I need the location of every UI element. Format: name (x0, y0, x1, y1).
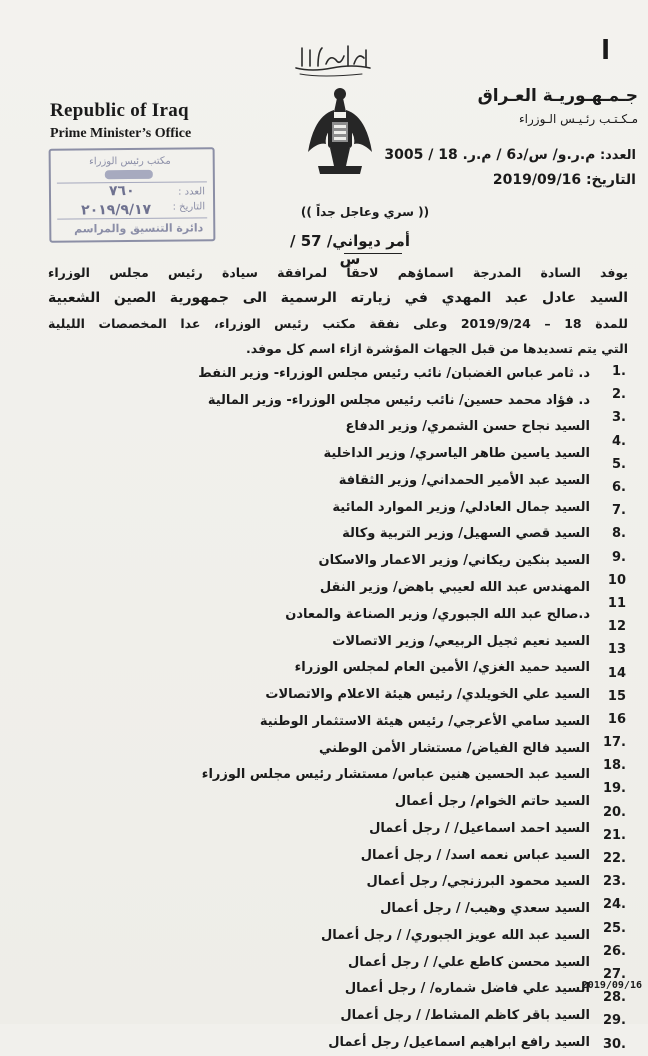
delegation-list (30, 360, 590, 1056)
list-number: 13 (607, 642, 626, 658)
list-item (30, 869, 590, 896)
order-title: أمر ديواني/ 57 / س (290, 232, 410, 268)
list-number: 16 (607, 711, 626, 727)
list-item (30, 788, 590, 815)
classification-label: (( سري وعاجل جداً )) (300, 205, 430, 219)
stamp-date-label: التاريخ : (172, 201, 206, 213)
body-line-3: للمدة 18 – 2019/9/24 وعلى نفقة مكتب رئيس الوزراء، عدا المخصصات الليلية (48, 316, 628, 331)
republic-title-ar: جـمـهـوريـة العـراق (477, 86, 638, 106)
list-item (30, 387, 590, 414)
member-text: السيد بنكين ريكاني/ وزير الاعمار والاسكان (318, 553, 590, 569)
body-line-2: السيد عادل عبد المهدي في زيارته الرسمية الى جمهورية الصين الشعبية (48, 290, 628, 306)
member-text: السيد باقر كاظم المشاط/ / رجل أعمال (340, 1008, 590, 1024)
member-text: السيد فالح الفياض/ مستشار الأمن الوطني (318, 740, 590, 756)
list-number: 26. (602, 943, 626, 959)
member-text: السيد رافع ابراهيم اسماعيل/ رجل أعمال (328, 1035, 590, 1051)
list-item (30, 949, 590, 976)
member-text: السيد محمود البرزنجي/ رجل أعمال (366, 874, 590, 890)
member-text: السيد ياسين طاهر الياسري/ وزير الداخلية (323, 446, 590, 462)
list-item (30, 521, 590, 548)
list-number: 22. (602, 851, 626, 867)
list-item (30, 976, 590, 1003)
member-text: د. فؤاد محمد حسين/ نائب رئيس مجلس الوزراء- وزير المالية (207, 392, 590, 408)
list-item (30, 360, 590, 387)
list-number: 20. (602, 804, 626, 820)
stamp-number: ٧٦٠ (108, 182, 135, 200)
list-number: 18. (602, 758, 626, 774)
list-number: 9. (612, 549, 626, 565)
member-text: السيد سامي الأعرجي/ رئيس هيئة الاستثمار الوطنية (259, 713, 590, 729)
member-text: السيد علي الخويلدي/ رئيس هيئة الاعلام والاتصالات (265, 687, 590, 703)
list-item (30, 761, 590, 788)
member-text: السيد حاتم الخوام/ رجل أعمال (394, 794, 590, 810)
list-item (30, 815, 590, 842)
member-text: السيد عبد الله عويز الجبوري/ / رجل أعمال (320, 927, 590, 943)
list-item (30, 1029, 590, 1056)
member-text: د.صالح عبد الله الجبوري/ وزير الصناعة والمعادن (285, 606, 590, 622)
member-text: السيد نجاح حسن الشمري/ وزير الدفاع (345, 419, 590, 435)
office-subtitle-en: Prime Minister’s Office (50, 126, 192, 141)
list-number: 19. (602, 781, 626, 797)
list-number: 10 (607, 572, 626, 588)
list-number: 3. (612, 410, 626, 426)
corner-mark: ا (601, 36, 610, 66)
member-text: السيد محسن كاطع علي/ / رجل أعمال (348, 954, 590, 970)
date-line (436, 172, 636, 188)
stamp-department: دائرة التنسيق والمراسم (74, 221, 204, 236)
list-number: 7. (612, 503, 626, 519)
stamp-date: ٢٠١٩/٩/١٧ (81, 201, 152, 219)
list-item (30, 574, 590, 601)
list-number: 8. (612, 526, 626, 542)
republic-title-en: Republic of Iraq (50, 100, 189, 121)
office-stamp (49, 147, 216, 242)
list-item (30, 1002, 590, 1029)
list-number: 4. (612, 433, 626, 449)
list-number: 25. (602, 920, 626, 936)
list-item (30, 414, 590, 441)
list-number: 24. (602, 897, 626, 913)
list-item (30, 842, 590, 869)
list-number: 21. (602, 827, 626, 843)
member-text: السيد جمال العادلي/ وزير الموارد المائية (332, 499, 590, 515)
member-text: السيد قصي السهيل/ وزير التربية وكالة (342, 526, 590, 542)
member-text: السيد عبد الحسين هنين عباس/ مستشار رئيس مجلس الوزراء (201, 767, 590, 783)
body-line-1: يوفد السادة المدرجة اسماؤهم لاحقاً لمرافقة سيادة رئيس مجلس الوزراء (48, 265, 628, 280)
office-subtitle-ar: مـكـتـب رئـيـس الـوزراء (519, 112, 638, 126)
footer-date: 2019/09/16 (581, 980, 642, 991)
iraq-eagle-emblem-icon (304, 82, 376, 182)
list-number: 2. (612, 387, 626, 403)
member-text: د. ثامر عباس الغضبان/ نائب رئيس مجلس الوزراء- وزير النفط (198, 365, 590, 381)
member-text: السيد احمد اسماعيل/ / رجل أعمال (369, 820, 590, 836)
list-item (30, 922, 590, 949)
list-number: 23. (602, 874, 626, 890)
member-text: السيد عباس نعمه اسد/ / رجل أعمال (360, 847, 590, 863)
stamp-number-label: العدد : (178, 186, 206, 198)
member-text: السيد عبد الأمير الحمداني/ وزير الثقافة (338, 472, 590, 488)
stamp-seal-bar (105, 170, 153, 179)
list-item (30, 708, 590, 735)
list-number: 30. (602, 1036, 626, 1052)
list-number: 17. (602, 735, 626, 751)
list-number: 1. (612, 364, 626, 380)
member-text: المهندس عبد الله لعيبي باهض/ وزير النقل (319, 580, 590, 595)
reference-line (336, 147, 636, 163)
order-underline (344, 253, 402, 254)
list-item (30, 467, 590, 494)
delegation-numbers (582, 360, 626, 1056)
basmala-calligraphy (292, 38, 374, 78)
reference-number: م.ر.و/ س/د6 / م.ر. 18 / 3005 (384, 147, 596, 163)
list-number: 28. (602, 990, 626, 1006)
list-number: 29. (602, 1013, 626, 1029)
list-number: 5. (612, 456, 626, 472)
stamp-divider (57, 217, 207, 219)
list-number: 6. (612, 480, 626, 496)
list-number: 27. (602, 966, 626, 982)
list-item (30, 681, 590, 708)
date-label: التاريخ: (585, 172, 636, 188)
list-item (30, 601, 590, 628)
list-number: 15 (607, 688, 626, 704)
body-line-4: التي يتم تسديدها من قبل الجهات المؤشرة ازاء اسم كل موفد. (245, 341, 628, 356)
list-item (30, 654, 590, 681)
member-text: السيد سعدي وهيب/ / رجل أعمال (380, 901, 590, 917)
date-value: 2019/09/16 (492, 172, 582, 188)
list-item (30, 547, 590, 574)
member-text: السيد حميد الغزي/ الأمين العام لمجلس الوزراء (294, 660, 590, 676)
stamp-office: مكتب رئيس الوزراء (89, 155, 171, 168)
list-item (30, 494, 590, 521)
reference-label: العدد: (599, 148, 636, 163)
list-item (30, 895, 590, 922)
list-item (30, 440, 590, 467)
member-text: السيد نعيم ثجيل الربيعي/ وزير الاتصالات (332, 633, 590, 649)
member-text: السيد علي فاضل شماره/ / رجل أعمال (344, 981, 590, 997)
list-item (30, 735, 590, 762)
list-number: 11 (607, 595, 626, 611)
list-number: 12 (607, 619, 626, 635)
list-number: 14 (607, 665, 626, 681)
list-item (30, 628, 590, 655)
